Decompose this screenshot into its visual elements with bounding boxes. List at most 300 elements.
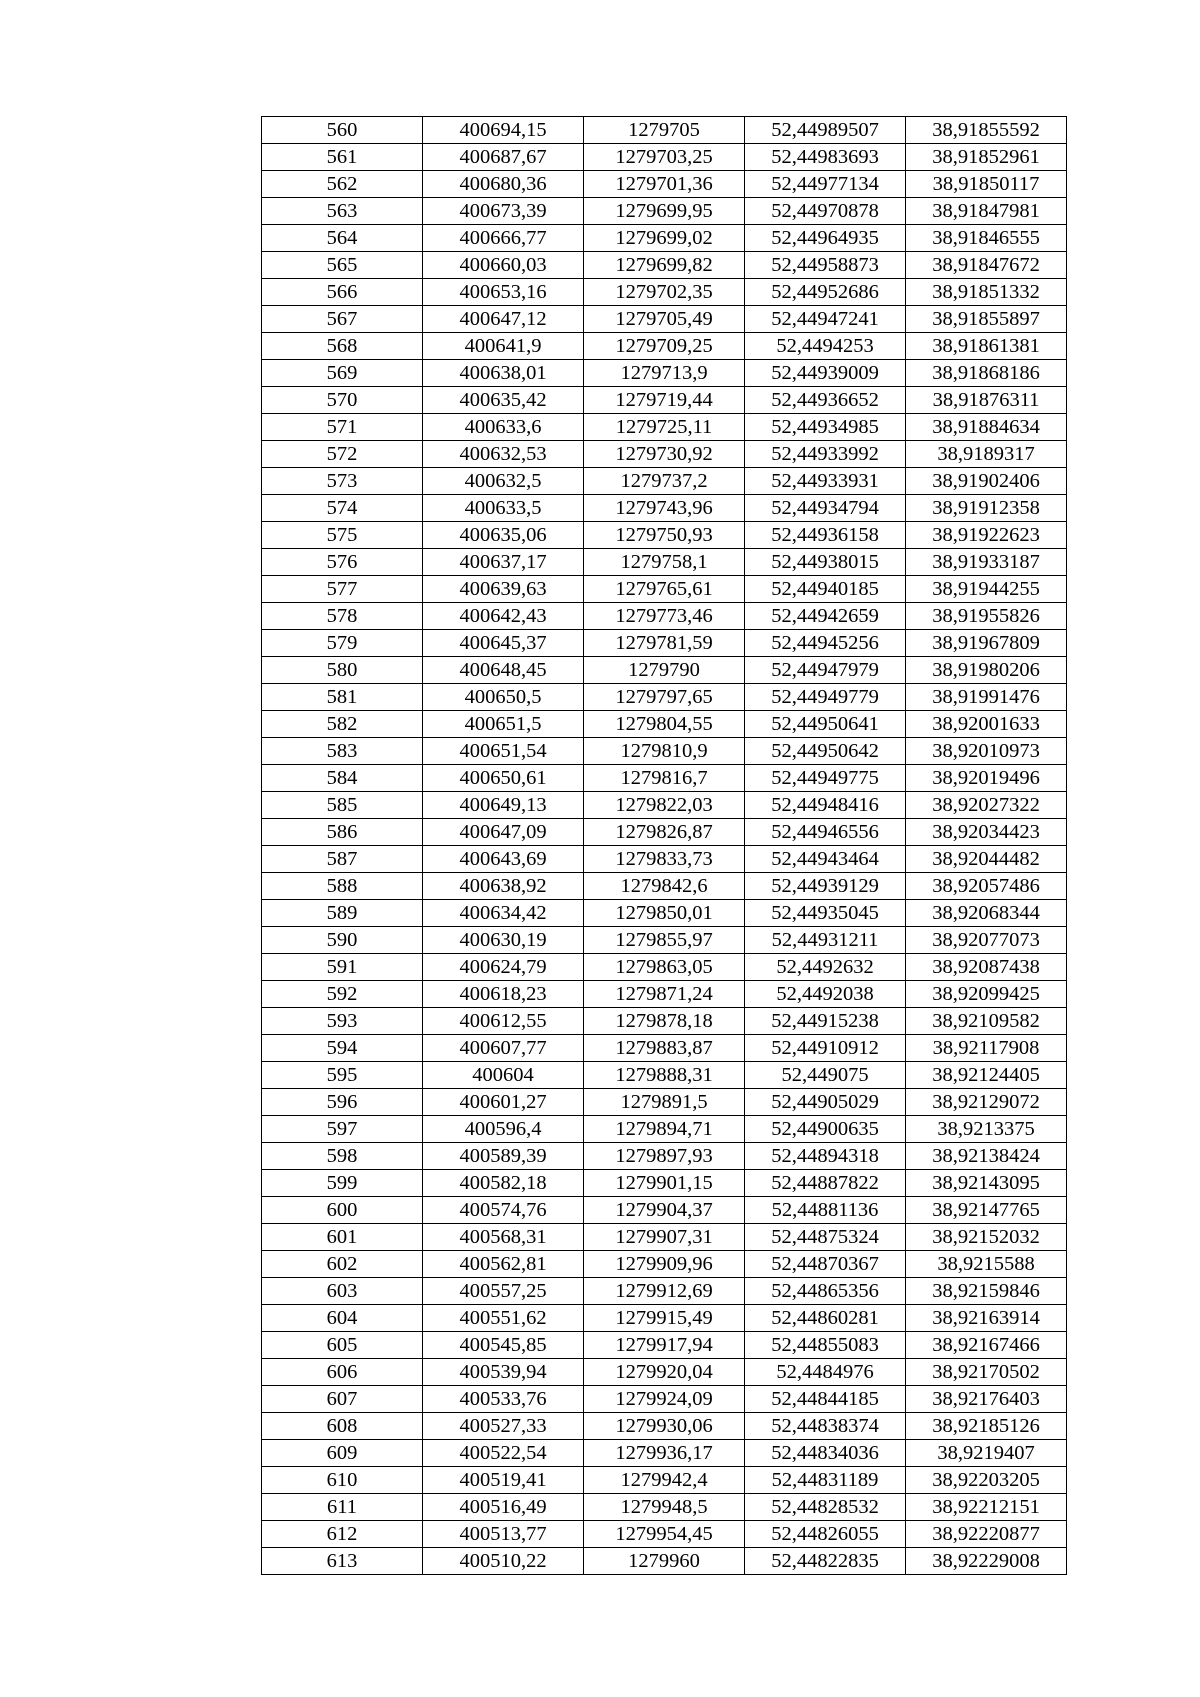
longitude-cell: 38,91861381 bbox=[906, 333, 1067, 360]
latitude-cell: 52,44865356 bbox=[745, 1278, 906, 1305]
y-coordinate-cell: 1279705,49 bbox=[584, 306, 745, 333]
y-coordinate-cell: 1279930,06 bbox=[584, 1413, 745, 1440]
latitude-cell: 52,44881136 bbox=[745, 1197, 906, 1224]
longitude-cell: 38,92027322 bbox=[906, 792, 1067, 819]
table-row bbox=[262, 117, 1067, 144]
longitude-cell: 38,91852961 bbox=[906, 144, 1067, 171]
table-row bbox=[262, 954, 1067, 981]
latitude-cell: 52,44940185 bbox=[745, 576, 906, 603]
point-number-cell: 581 bbox=[262, 684, 423, 711]
point-number-cell: 609 bbox=[262, 1440, 423, 1467]
point-number-cell: 603 bbox=[262, 1278, 423, 1305]
point-number-cell: 569 bbox=[262, 360, 423, 387]
point-number-cell: 567 bbox=[262, 306, 423, 333]
table-row bbox=[262, 819, 1067, 846]
longitude-cell: 38,92068344 bbox=[906, 900, 1067, 927]
x-coordinate-cell: 400651,5 bbox=[423, 711, 584, 738]
y-coordinate-cell: 1279850,01 bbox=[584, 900, 745, 927]
table-row bbox=[262, 1305, 1067, 1332]
longitude-cell: 38,91980206 bbox=[906, 657, 1067, 684]
point-number-cell: 598 bbox=[262, 1143, 423, 1170]
y-coordinate-cell: 1279790 bbox=[584, 657, 745, 684]
latitude-cell: 52,44936158 bbox=[745, 522, 906, 549]
latitude-cell: 52,44860281 bbox=[745, 1305, 906, 1332]
latitude-cell: 52,44933931 bbox=[745, 468, 906, 495]
longitude-cell: 38,92099425 bbox=[906, 981, 1067, 1008]
longitude-cell: 38,91855897 bbox=[906, 306, 1067, 333]
y-coordinate-cell: 1279871,24 bbox=[584, 981, 745, 1008]
x-coordinate-cell: 400633,5 bbox=[423, 495, 584, 522]
y-coordinate-cell: 1279699,95 bbox=[584, 198, 745, 225]
y-coordinate-cell: 1279730,92 bbox=[584, 441, 745, 468]
table-row bbox=[262, 1035, 1067, 1062]
x-coordinate-cell: 400513,77 bbox=[423, 1521, 584, 1548]
table-row bbox=[262, 468, 1067, 495]
longitude-cell: 38,9189317 bbox=[906, 441, 1067, 468]
x-coordinate-cell: 400638,92 bbox=[423, 873, 584, 900]
latitude-cell: 52,44970878 bbox=[745, 198, 906, 225]
table-row bbox=[262, 684, 1067, 711]
latitude-cell: 52,44887822 bbox=[745, 1170, 906, 1197]
latitude-cell: 52,44947979 bbox=[745, 657, 906, 684]
point-number-cell: 604 bbox=[262, 1305, 423, 1332]
longitude-cell: 38,92117908 bbox=[906, 1035, 1067, 1062]
x-coordinate-cell: 400510,22 bbox=[423, 1548, 584, 1575]
latitude-cell: 52,44949775 bbox=[745, 765, 906, 792]
table-row bbox=[262, 1494, 1067, 1521]
table-row bbox=[262, 441, 1067, 468]
longitude-cell: 38,92057486 bbox=[906, 873, 1067, 900]
table-row bbox=[262, 1251, 1067, 1278]
table-row bbox=[262, 900, 1067, 927]
point-number-cell: 593 bbox=[262, 1008, 423, 1035]
table-row bbox=[262, 252, 1067, 279]
x-coordinate-cell: 400647,09 bbox=[423, 819, 584, 846]
longitude-cell: 38,92152032 bbox=[906, 1224, 1067, 1251]
longitude-cell: 38,91944255 bbox=[906, 576, 1067, 603]
longitude-cell: 38,92129072 bbox=[906, 1089, 1067, 1116]
table-row bbox=[262, 873, 1067, 900]
point-number-cell: 560 bbox=[262, 117, 423, 144]
point-number-cell: 575 bbox=[262, 522, 423, 549]
longitude-cell: 38,92001633 bbox=[906, 711, 1067, 738]
x-coordinate-cell: 400604 bbox=[423, 1062, 584, 1089]
longitude-cell: 38,91884634 bbox=[906, 414, 1067, 441]
point-number-cell: 579 bbox=[262, 630, 423, 657]
point-number-cell: 590 bbox=[262, 927, 423, 954]
x-coordinate-cell: 400648,45 bbox=[423, 657, 584, 684]
x-coordinate-cell: 400624,79 bbox=[423, 954, 584, 981]
x-coordinate-cell: 400680,36 bbox=[423, 171, 584, 198]
table-row bbox=[262, 522, 1067, 549]
table-row bbox=[262, 927, 1067, 954]
latitude-cell: 52,44828532 bbox=[745, 1494, 906, 1521]
x-coordinate-cell: 400607,77 bbox=[423, 1035, 584, 1062]
table-row bbox=[262, 846, 1067, 873]
longitude-cell: 38,92170502 bbox=[906, 1359, 1067, 1386]
point-number-cell: 610 bbox=[262, 1467, 423, 1494]
table-row bbox=[262, 1278, 1067, 1305]
point-number-cell: 576 bbox=[262, 549, 423, 576]
longitude-cell: 38,91847981 bbox=[906, 198, 1067, 225]
y-coordinate-cell: 1279915,49 bbox=[584, 1305, 745, 1332]
latitude-cell: 52,449075 bbox=[745, 1062, 906, 1089]
longitude-cell: 38,92010973 bbox=[906, 738, 1067, 765]
latitude-cell: 52,44935045 bbox=[745, 900, 906, 927]
x-coordinate-cell: 400527,33 bbox=[423, 1413, 584, 1440]
y-coordinate-cell: 1279822,03 bbox=[584, 792, 745, 819]
y-coordinate-cell: 1279750,93 bbox=[584, 522, 745, 549]
longitude-cell: 38,9213375 bbox=[906, 1116, 1067, 1143]
table-row bbox=[262, 1116, 1067, 1143]
longitude-cell: 38,91902406 bbox=[906, 468, 1067, 495]
longitude-cell: 38,92019496 bbox=[906, 765, 1067, 792]
x-coordinate-cell: 400539,94 bbox=[423, 1359, 584, 1386]
point-number-cell: 568 bbox=[262, 333, 423, 360]
table-row bbox=[262, 711, 1067, 738]
x-coordinate-cell: 400632,5 bbox=[423, 468, 584, 495]
latitude-cell: 52,44945256 bbox=[745, 630, 906, 657]
y-coordinate-cell: 1279855,97 bbox=[584, 927, 745, 954]
table-row bbox=[262, 279, 1067, 306]
latitude-cell: 52,44939009 bbox=[745, 360, 906, 387]
y-coordinate-cell: 1279758,1 bbox=[584, 549, 745, 576]
table-row bbox=[262, 198, 1067, 225]
latitude-cell: 52,44936652 bbox=[745, 387, 906, 414]
table-row bbox=[262, 1170, 1067, 1197]
longitude-cell: 38,92143095 bbox=[906, 1170, 1067, 1197]
x-coordinate-cell: 400666,77 bbox=[423, 225, 584, 252]
point-number-cell: 562 bbox=[262, 171, 423, 198]
latitude-cell: 52,44948416 bbox=[745, 792, 906, 819]
y-coordinate-cell: 1279826,87 bbox=[584, 819, 745, 846]
table-row bbox=[262, 1548, 1067, 1575]
table-row bbox=[262, 333, 1067, 360]
table-row bbox=[262, 630, 1067, 657]
latitude-cell: 52,44855083 bbox=[745, 1332, 906, 1359]
x-coordinate-cell: 400639,63 bbox=[423, 576, 584, 603]
y-coordinate-cell: 1279719,44 bbox=[584, 387, 745, 414]
latitude-cell: 52,44931211 bbox=[745, 927, 906, 954]
latitude-cell: 52,44950642 bbox=[745, 738, 906, 765]
y-coordinate-cell: 1279917,94 bbox=[584, 1332, 745, 1359]
table-row bbox=[262, 1143, 1067, 1170]
point-number-cell: 578 bbox=[262, 603, 423, 630]
table-row bbox=[262, 1386, 1067, 1413]
y-coordinate-cell: 1279816,7 bbox=[584, 765, 745, 792]
y-coordinate-cell: 1279909,96 bbox=[584, 1251, 745, 1278]
longitude-cell: 38,91991476 bbox=[906, 684, 1067, 711]
x-coordinate-cell: 400687,67 bbox=[423, 144, 584, 171]
longitude-cell: 38,91847672 bbox=[906, 252, 1067, 279]
y-coordinate-cell: 1279878,18 bbox=[584, 1008, 745, 1035]
latitude-cell: 52,44905029 bbox=[745, 1089, 906, 1116]
longitude-cell: 38,92087438 bbox=[906, 954, 1067, 981]
table-row bbox=[262, 495, 1067, 522]
point-number-cell: 611 bbox=[262, 1494, 423, 1521]
table-row bbox=[262, 414, 1067, 441]
point-number-cell: 599 bbox=[262, 1170, 423, 1197]
latitude-cell: 52,44942659 bbox=[745, 603, 906, 630]
point-number-cell: 602 bbox=[262, 1251, 423, 1278]
latitude-cell: 52,44844185 bbox=[745, 1386, 906, 1413]
point-number-cell: 595 bbox=[262, 1062, 423, 1089]
y-coordinate-cell: 1279701,36 bbox=[584, 171, 745, 198]
x-coordinate-cell: 400545,85 bbox=[423, 1332, 584, 1359]
table-row bbox=[262, 1332, 1067, 1359]
point-number-cell: 582 bbox=[262, 711, 423, 738]
x-coordinate-cell: 400694,15 bbox=[423, 117, 584, 144]
point-number-cell: 592 bbox=[262, 981, 423, 1008]
latitude-cell: 52,44910912 bbox=[745, 1035, 906, 1062]
longitude-cell: 38,92109582 bbox=[906, 1008, 1067, 1035]
latitude-cell: 52,44946556 bbox=[745, 819, 906, 846]
y-coordinate-cell: 1279699,82 bbox=[584, 252, 745, 279]
longitude-cell: 38,92138424 bbox=[906, 1143, 1067, 1170]
latitude-cell: 52,44977134 bbox=[745, 171, 906, 198]
x-coordinate-cell: 400516,49 bbox=[423, 1494, 584, 1521]
y-coordinate-cell: 1279904,37 bbox=[584, 1197, 745, 1224]
latitude-cell: 52,44915238 bbox=[745, 1008, 906, 1035]
x-coordinate-cell: 400633,6 bbox=[423, 414, 584, 441]
y-coordinate-cell: 1279891,5 bbox=[584, 1089, 745, 1116]
latitude-cell: 52,44950641 bbox=[745, 711, 906, 738]
latitude-cell: 52,44934794 bbox=[745, 495, 906, 522]
longitude-cell: 38,91850117 bbox=[906, 171, 1067, 198]
point-number-cell: 587 bbox=[262, 846, 423, 873]
point-number-cell: 584 bbox=[262, 765, 423, 792]
table-row bbox=[262, 981, 1067, 1008]
point-number-cell: 589 bbox=[262, 900, 423, 927]
longitude-cell: 38,91855592 bbox=[906, 117, 1067, 144]
latitude-cell: 52,4492038 bbox=[745, 981, 906, 1008]
table-row bbox=[262, 306, 1067, 333]
latitude-cell: 52,4492632 bbox=[745, 954, 906, 981]
x-coordinate-cell: 400642,43 bbox=[423, 603, 584, 630]
x-coordinate-cell: 400557,25 bbox=[423, 1278, 584, 1305]
table-row bbox=[262, 225, 1067, 252]
point-number-cell: 583 bbox=[262, 738, 423, 765]
y-coordinate-cell: 1279888,31 bbox=[584, 1062, 745, 1089]
table-row bbox=[262, 1467, 1067, 1494]
latitude-cell: 52,44934985 bbox=[745, 414, 906, 441]
y-coordinate-cell: 1279842,6 bbox=[584, 873, 745, 900]
point-number-cell: 591 bbox=[262, 954, 423, 981]
point-number-cell: 564 bbox=[262, 225, 423, 252]
longitude-cell: 38,92212151 bbox=[906, 1494, 1067, 1521]
x-coordinate-cell: 400637,17 bbox=[423, 549, 584, 576]
y-coordinate-cell: 1279912,69 bbox=[584, 1278, 745, 1305]
longitude-cell: 38,92167466 bbox=[906, 1332, 1067, 1359]
latitude-cell: 52,44822835 bbox=[745, 1548, 906, 1575]
coordinates-table-body bbox=[262, 117, 1067, 1575]
point-number-cell: 608 bbox=[262, 1413, 423, 1440]
x-coordinate-cell: 400562,81 bbox=[423, 1251, 584, 1278]
point-number-cell: 612 bbox=[262, 1521, 423, 1548]
point-number-cell: 561 bbox=[262, 144, 423, 171]
x-coordinate-cell: 400601,27 bbox=[423, 1089, 584, 1116]
longitude-cell: 38,92176403 bbox=[906, 1386, 1067, 1413]
x-coordinate-cell: 400533,76 bbox=[423, 1386, 584, 1413]
x-coordinate-cell: 400673,39 bbox=[423, 198, 584, 225]
point-number-cell: 585 bbox=[262, 792, 423, 819]
x-coordinate-cell: 400519,41 bbox=[423, 1467, 584, 1494]
table-row bbox=[262, 765, 1067, 792]
latitude-cell: 52,44875324 bbox=[745, 1224, 906, 1251]
table-row bbox=[262, 738, 1067, 765]
table-row bbox=[262, 1197, 1067, 1224]
longitude-cell: 38,91851332 bbox=[906, 279, 1067, 306]
table-row bbox=[262, 1413, 1067, 1440]
latitude-cell: 52,44949779 bbox=[745, 684, 906, 711]
longitude-cell: 38,91912358 bbox=[906, 495, 1067, 522]
latitude-cell: 52,44989507 bbox=[745, 117, 906, 144]
y-coordinate-cell: 1279781,59 bbox=[584, 630, 745, 657]
point-number-cell: 572 bbox=[262, 441, 423, 468]
table-row bbox=[262, 1521, 1067, 1548]
point-number-cell: 566 bbox=[262, 279, 423, 306]
longitude-cell: 38,91868186 bbox=[906, 360, 1067, 387]
y-coordinate-cell: 1279920,04 bbox=[584, 1359, 745, 1386]
longitude-cell: 38,91922623 bbox=[906, 522, 1067, 549]
longitude-cell: 38,92159846 bbox=[906, 1278, 1067, 1305]
latitude-cell: 52,44834036 bbox=[745, 1440, 906, 1467]
x-coordinate-cell: 400650,61 bbox=[423, 765, 584, 792]
x-coordinate-cell: 400612,55 bbox=[423, 1008, 584, 1035]
x-coordinate-cell: 400589,39 bbox=[423, 1143, 584, 1170]
x-coordinate-cell: 400653,16 bbox=[423, 279, 584, 306]
x-coordinate-cell: 400582,18 bbox=[423, 1170, 584, 1197]
table-row bbox=[262, 576, 1067, 603]
point-number-cell: 605 bbox=[262, 1332, 423, 1359]
latitude-cell: 52,44964935 bbox=[745, 225, 906, 252]
y-coordinate-cell: 1279894,71 bbox=[584, 1116, 745, 1143]
point-number-cell: 563 bbox=[262, 198, 423, 225]
x-coordinate-cell: 400568,31 bbox=[423, 1224, 584, 1251]
point-number-cell: 601 bbox=[262, 1224, 423, 1251]
point-number-cell: 577 bbox=[262, 576, 423, 603]
longitude-cell: 38,91933187 bbox=[906, 549, 1067, 576]
latitude-cell: 52,44939129 bbox=[745, 873, 906, 900]
point-number-cell: 597 bbox=[262, 1116, 423, 1143]
table-row bbox=[262, 360, 1067, 387]
x-coordinate-cell: 400660,03 bbox=[423, 252, 584, 279]
longitude-cell: 38,91967809 bbox=[906, 630, 1067, 657]
point-number-cell: 565 bbox=[262, 252, 423, 279]
latitude-cell: 52,44831189 bbox=[745, 1467, 906, 1494]
y-coordinate-cell: 1279810,9 bbox=[584, 738, 745, 765]
x-coordinate-cell: 400635,06 bbox=[423, 522, 584, 549]
point-number-cell: 613 bbox=[262, 1548, 423, 1575]
y-coordinate-cell: 1279743,96 bbox=[584, 495, 745, 522]
table-row bbox=[262, 1224, 1067, 1251]
y-coordinate-cell: 1279797,65 bbox=[584, 684, 745, 711]
point-number-cell: 571 bbox=[262, 414, 423, 441]
table-row bbox=[262, 603, 1067, 630]
y-coordinate-cell: 1279804,55 bbox=[584, 711, 745, 738]
longitude-cell: 38,92077073 bbox=[906, 927, 1067, 954]
latitude-cell: 52,44952686 bbox=[745, 279, 906, 306]
point-number-cell: 580 bbox=[262, 657, 423, 684]
x-coordinate-cell: 400634,42 bbox=[423, 900, 584, 927]
x-coordinate-cell: 400551,62 bbox=[423, 1305, 584, 1332]
x-coordinate-cell: 400643,69 bbox=[423, 846, 584, 873]
point-number-cell: 588 bbox=[262, 873, 423, 900]
longitude-cell: 38,92044482 bbox=[906, 846, 1067, 873]
latitude-cell: 52,44870367 bbox=[745, 1251, 906, 1278]
y-coordinate-cell: 1279897,93 bbox=[584, 1143, 745, 1170]
latitude-cell: 52,44894318 bbox=[745, 1143, 906, 1170]
point-number-cell: 594 bbox=[262, 1035, 423, 1062]
longitude-cell: 38,92185126 bbox=[906, 1413, 1067, 1440]
x-coordinate-cell: 400596,4 bbox=[423, 1116, 584, 1143]
latitude-cell: 52,44983693 bbox=[745, 144, 906, 171]
x-coordinate-cell: 400650,5 bbox=[423, 684, 584, 711]
y-coordinate-cell: 1279709,25 bbox=[584, 333, 745, 360]
point-number-cell: 574 bbox=[262, 495, 423, 522]
x-coordinate-cell: 400618,23 bbox=[423, 981, 584, 1008]
y-coordinate-cell: 1279948,5 bbox=[584, 1494, 745, 1521]
y-coordinate-cell: 1279901,15 bbox=[584, 1170, 745, 1197]
point-number-cell: 606 bbox=[262, 1359, 423, 1386]
point-number-cell: 607 bbox=[262, 1386, 423, 1413]
longitude-cell: 38,91955826 bbox=[906, 603, 1067, 630]
longitude-cell: 38,92124405 bbox=[906, 1062, 1067, 1089]
latitude-cell: 52,44838374 bbox=[745, 1413, 906, 1440]
y-coordinate-cell: 1279924,09 bbox=[584, 1386, 745, 1413]
y-coordinate-cell: 1279942,4 bbox=[584, 1467, 745, 1494]
point-number-cell: 570 bbox=[262, 387, 423, 414]
y-coordinate-cell: 1279960 bbox=[584, 1548, 745, 1575]
point-number-cell: 600 bbox=[262, 1197, 423, 1224]
longitude-cell: 38,9219407 bbox=[906, 1440, 1067, 1467]
latitude-cell: 52,44947241 bbox=[745, 306, 906, 333]
y-coordinate-cell: 1279954,45 bbox=[584, 1521, 745, 1548]
x-coordinate-cell: 400647,12 bbox=[423, 306, 584, 333]
longitude-cell: 38,92147765 bbox=[906, 1197, 1067, 1224]
longitude-cell: 38,91876311 bbox=[906, 387, 1067, 414]
latitude-cell: 52,4494253 bbox=[745, 333, 906, 360]
y-coordinate-cell: 1279703,25 bbox=[584, 144, 745, 171]
x-coordinate-cell: 400574,76 bbox=[423, 1197, 584, 1224]
y-coordinate-cell: 1279725,11 bbox=[584, 414, 745, 441]
table-row bbox=[262, 792, 1067, 819]
longitude-cell: 38,9215588 bbox=[906, 1251, 1067, 1278]
table-row bbox=[262, 1089, 1067, 1116]
longitude-cell: 38,92220877 bbox=[906, 1521, 1067, 1548]
table-row bbox=[262, 1008, 1067, 1035]
x-coordinate-cell: 400645,37 bbox=[423, 630, 584, 657]
table-row bbox=[262, 549, 1067, 576]
y-coordinate-cell: 1279765,61 bbox=[584, 576, 745, 603]
longitude-cell: 38,91846555 bbox=[906, 225, 1067, 252]
longitude-cell: 38,92203205 bbox=[906, 1467, 1067, 1494]
y-coordinate-cell: 1279705 bbox=[584, 117, 745, 144]
coordinates-table bbox=[261, 116, 1067, 1575]
y-coordinate-cell: 1279883,87 bbox=[584, 1035, 745, 1062]
x-coordinate-cell: 400522,54 bbox=[423, 1440, 584, 1467]
latitude-cell: 52,44933992 bbox=[745, 441, 906, 468]
table-row bbox=[262, 144, 1067, 171]
x-coordinate-cell: 400651,54 bbox=[423, 738, 584, 765]
x-coordinate-cell: 400630,19 bbox=[423, 927, 584, 954]
longitude-cell: 38,92034423 bbox=[906, 819, 1067, 846]
y-coordinate-cell: 1279773,46 bbox=[584, 603, 745, 630]
x-coordinate-cell: 400641,9 bbox=[423, 333, 584, 360]
point-number-cell: 596 bbox=[262, 1089, 423, 1116]
longitude-cell: 38,92163914 bbox=[906, 1305, 1067, 1332]
x-coordinate-cell: 400638,01 bbox=[423, 360, 584, 387]
